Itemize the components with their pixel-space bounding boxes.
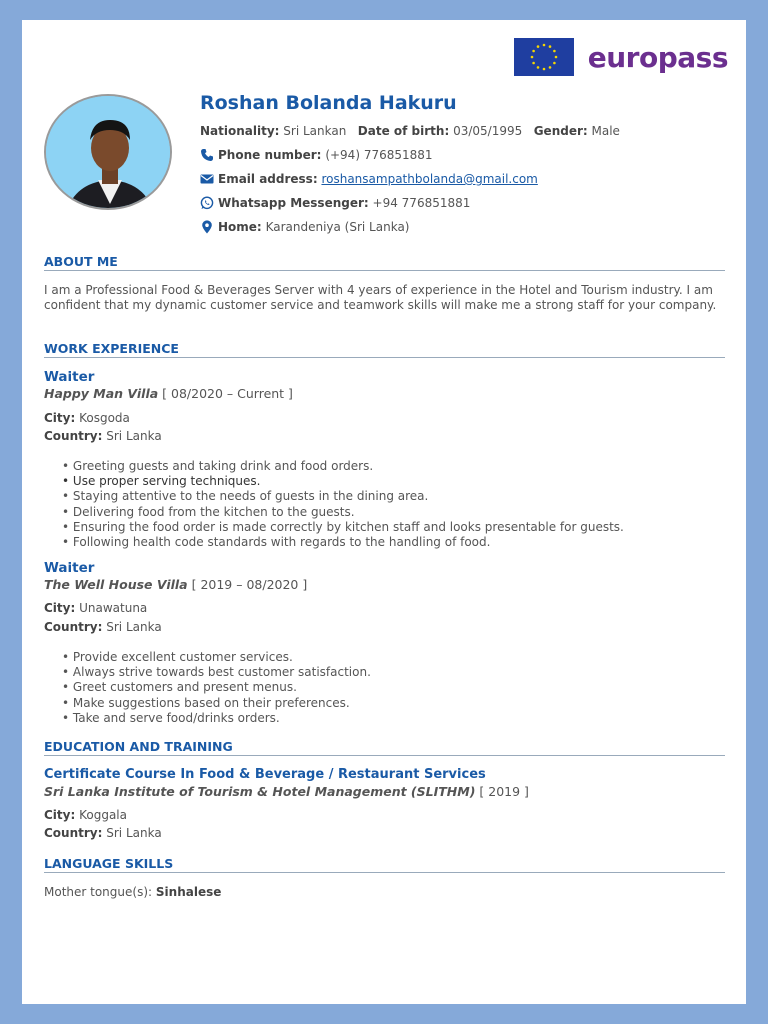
personal-details-line <box>200 124 620 138</box>
employer-name: The Well House Villa <box>44 577 188 592</box>
email-line <box>200 172 538 186</box>
country-value: Sri Lanka <box>106 826 162 840</box>
list-item: • Greet customers and present menus. <box>62 680 371 695</box>
home-value: Karandeniya (Sri Lanka) <box>265 220 410 234</box>
whatsapp-icon <box>200 196 214 210</box>
course-title: Certificate Course In Food & Beverage / Restaurant Services <box>44 767 486 782</box>
list-item: • Provide excellent customer services. <box>62 650 371 665</box>
home-label: Home: <box>218 220 262 234</box>
gender-value: Male <box>591 124 620 138</box>
city-value: Kosgoda <box>79 411 130 425</box>
list-item: • Greeting guests and taking drink and food orders. <box>62 459 624 474</box>
home-line <box>200 220 409 234</box>
phone-line <box>200 148 433 162</box>
work-heading: WORK EXPERIENCE <box>44 341 725 358</box>
whatsapp-label: Whatsapp Messenger: <box>218 196 369 210</box>
side-band-top <box>0 0 22 82</box>
job-dates: [ 08/2020 – Current ] <box>162 386 293 401</box>
dob-value: 03/05/1995 <box>453 124 523 138</box>
nationality-value: Sri Lankan <box>283 124 347 138</box>
job-country <box>44 429 162 443</box>
europass-wordmark: europass <box>587 40 728 74</box>
phone-value: (+94) 776851881 <box>325 148 433 162</box>
education-city <box>44 808 127 822</box>
job-duties-list <box>62 459 624 550</box>
gender-label: Gender: <box>533 124 588 138</box>
phone-label: Phone number: <box>218 148 322 162</box>
mother-tongue <box>44 885 221 899</box>
profile-photo <box>44 94 172 210</box>
job-duties-list <box>62 650 371 726</box>
country-value: Sri Lanka <box>106 620 162 634</box>
education-heading: EDUCATION AND TRAINING <box>44 739 725 756</box>
city-value: Unawatuna <box>79 601 148 615</box>
city-value: Koggala <box>79 808 127 822</box>
employer-name: Happy Man Villa <box>44 386 159 401</box>
job-city <box>44 601 147 615</box>
languages-heading: LANGUAGE SKILLS <box>44 856 725 873</box>
country-value: Sri Lanka <box>106 429 162 443</box>
job-country <box>44 620 162 634</box>
europass-logo <box>514 38 728 76</box>
dob-label: Date of birth: <box>357 124 450 138</box>
list-item: • Ensuring the food order is made correctly by kitchen staff and looks presentable for guests. <box>62 520 624 535</box>
candidate-name: Roshan Bolanda Hakuru <box>200 92 457 114</box>
cv-page <box>22 20 746 1004</box>
mother-tongue-label: Mother tongue(s): <box>44 885 153 899</box>
job-city <box>44 411 130 425</box>
list-item: • Following health code standards with regards to the handling of food. <box>62 535 624 550</box>
about-text: I am a Professional Food & Beverages Server with 4 years of experience in the Hotel and Tourism industry. I am confident that my dynamic customer service and teamwork skills will make me a strong staff for your company. <box>44 283 717 312</box>
city-label: City: <box>44 601 76 615</box>
eu-flag-icon <box>514 38 574 76</box>
job-employer-line <box>44 386 293 401</box>
about-heading: ABOUT ME <box>44 254 725 271</box>
job-employer-line <box>44 577 307 592</box>
list-item: • Take and serve food/drinks orders. <box>62 711 371 726</box>
list-item: • Always strive towards best customer satisfaction. <box>62 665 371 680</box>
country-label: Country: <box>44 429 103 443</box>
job-dates: [ 2019 – 08/2020 ] <box>191 577 308 592</box>
whatsapp-value: +94 776851881 <box>372 196 471 210</box>
institution-name: Sri Lanka Institute of Tourism & Hotel Management (SLITHM) <box>44 784 476 799</box>
job-title: Waiter <box>44 560 95 576</box>
education-country <box>44 826 162 840</box>
country-label: Country: <box>44 620 103 634</box>
location-pin-icon <box>200 220 214 234</box>
country-label: Country: <box>44 826 103 840</box>
course-dates: [ 2019 ] <box>479 784 529 799</box>
city-label: City: <box>44 808 76 822</box>
list-item: • Use proper serving techniques. <box>62 474 624 489</box>
list-item: • Staying attentive to the needs of guests in the dining area. <box>62 489 624 504</box>
nationality-label: Nationality: <box>200 124 280 138</box>
institution-line <box>44 784 529 799</box>
list-item: • Make suggestions based on their preferences. <box>62 696 371 711</box>
list-item: • Delivering food from the kitchen to the guests. <box>62 505 624 520</box>
envelope-icon <box>200 172 214 186</box>
whatsapp-line <box>200 196 470 210</box>
email-label: Email address: <box>218 172 318 186</box>
city-label: City: <box>44 411 76 425</box>
email-link[interactable]: roshansampathbolanda@gmail.com <box>321 172 538 186</box>
phone-icon <box>200 148 214 162</box>
mother-tongue-value: Sinhalese <box>155 885 222 899</box>
job-title: Waiter <box>44 369 95 385</box>
side-band-bottom <box>0 942 22 1024</box>
